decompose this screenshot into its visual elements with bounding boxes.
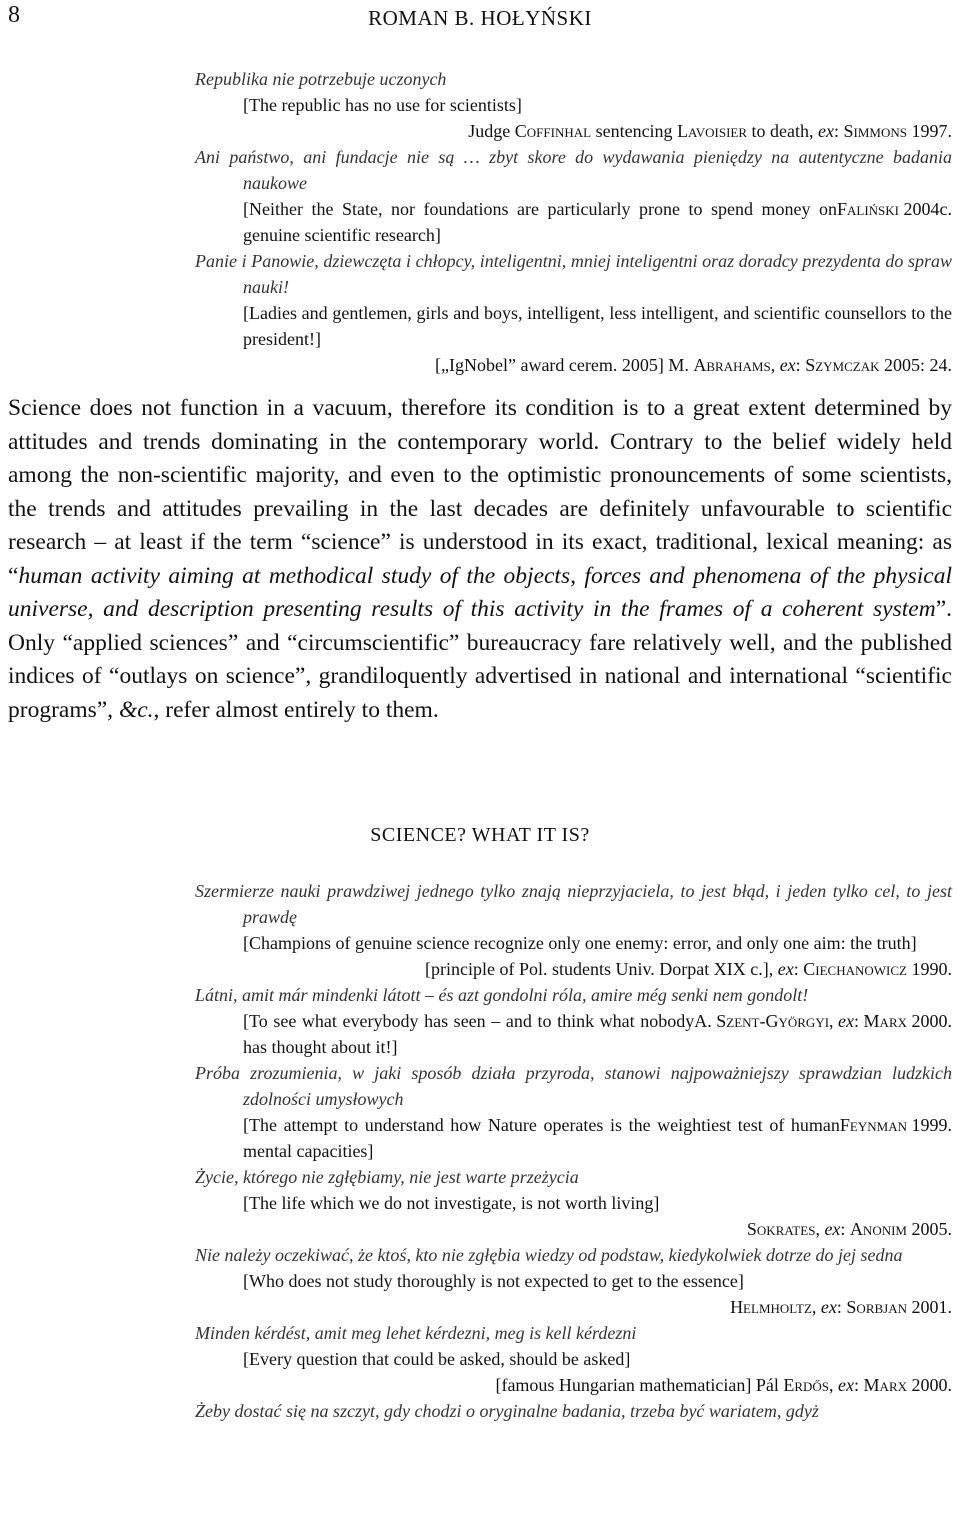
epigraph-translation: [The republic has no use for scientists] (243, 95, 522, 115)
epigraphs-top (195, 66, 952, 378)
epigraph-source: A. Szent-Györgyi, ex: Marx 2000. (694, 1011, 952, 1031)
epigraph (195, 66, 952, 144)
epigraph (195, 878, 952, 982)
epigraph (195, 248, 952, 378)
epigraph-original: Ani państwo, ani fundacje nie są … zbyt skore do wydawania pieniędzy na autentyczne badania naukowe (195, 147, 952, 193)
epigraph-translation: [Ladies and gentlemen, girls and boys, intelligent, less intelligent, and scientific counsellors to the president!] (243, 303, 952, 349)
epigraph (195, 1060, 952, 1164)
epigraph-original: Panie i Panowie, dziewczęta i chłopcy, inteligentni, mniej inteligentni oraz doradcy prezydenta do spraw nauki! (195, 251, 952, 297)
epigraph-source: Sokrates, ex: Anonim 2005. (746, 1219, 952, 1239)
epigraph-source: [principle of Pol. students Univ. Dorpat XIX c.], ex: Ciechanowicz 1990. (425, 959, 952, 979)
epigraph (195, 1164, 952, 1242)
epigraph (195, 144, 952, 248)
epigraph-source: [„IgNobel” award cerem. 2005] M. Abrahams, ex: Szymczak 2005: 24. (435, 355, 952, 375)
epigraph-translation: Faliński 2004c. [Neither the State, nor foundations are particularly prone to spend money on genuine scientific research] (195, 196, 952, 248)
epigraph-original: Szermierze nauki prawdziwej jednego tylko znają nieprzyjaciela, to jest błąd, i jeden tylko cel, to jest prawdę (195, 881, 952, 927)
epigraph-translation: [Champions of genuine science recognize only one enemy: error, and only one aim: the truth] (243, 933, 917, 953)
epigraph-translation: A. Szent-Györgyi, ex: Marx 2000. [To see what everybody has seen – and to think what nobody has thought about it!] (195, 1008, 952, 1060)
epigraph (195, 1320, 952, 1398)
epigraphs-bottom (195, 878, 952, 1424)
section-title: SCIENCE? WHAT IT IS? (370, 824, 590, 846)
body-paragraph: Science does not function in a vacuum, therefore its condition is to a great extent determined by attitudes and trends dominating in the contemporary world. Contrary to the belief widely held among the non-scientific majority, and even to the optimistic pronouncements of some scientists, the trends and attitudes prevailing in the last decades are definitely unfavourable to scientific research – at least if the term “science” is understood in its exact, traditional, lexical meaning: as “human activity aiming at methodical study of the objects, forces and phenomena of the physical universe, and description presenting results of this activity in the frames of a coherent system”. Only “applied sciences” and “circumscientific” bureaucracy fare relatively well, and the published indices of “outlays on science”, grandiloquently advertised in national and international “scientific programs”, &c., refer almost entirely to them. (8, 395, 952, 723)
epigraph-original: Minden kérdést, amit meg lehet kérdezni, meg is kell kérdezni (195, 1323, 637, 1343)
epigraph-translation: [The life which we do not investigate, is not worth living] (243, 1193, 660, 1213)
running-head: ROMAN B. HOŁYŃSKI (368, 6, 592, 30)
epigraph-original: Życie, którego nie zgłębiamy, nie jest warte przeżycia (195, 1167, 579, 1187)
page-number: 8 (8, 2, 20, 28)
epigraph-original: Republika nie potrzebuje uczonych (195, 69, 447, 89)
epigraph-source: Faliński 2004c. (836, 199, 952, 219)
epigraph-source: Feynman 1999. (839, 1115, 952, 1135)
epigraph-source: Judge Coffinhal sentencing Lavoisier to death, ex: Simmons 1997. (468, 121, 952, 141)
epigraph-translation: [Every question that could be asked, should be asked] (243, 1349, 631, 1369)
epigraph-original: Żeby dostać się na szczyt, gdy chodzi o oryginalne badania, trzeba być wariatem, gdyż (195, 1401, 819, 1421)
epigraph-translation: Feynman 1999. [The attempt to understand how Nature operates is the weightiest test of human mental capacities] (195, 1112, 952, 1164)
epigraph (195, 1242, 952, 1320)
epigraph-original: Látni, amit már mindenki látott – és azt gondolni róla, amire még senki nem gondolt! (195, 985, 809, 1005)
epigraph (195, 982, 952, 1060)
epigraph-source: [famous Hungarian mathematician] Pál Erdős, ex: Marx 2000. (495, 1375, 952, 1395)
epigraph-original: Nie należy oczekiwać, że ktoś, kto nie zgłębia wiedzy od podstaw, kiedykolwiek dotrze do jej sedna (195, 1245, 903, 1265)
epigraph-translation: [Who does not study thoroughly is not expected to get to the essence] (243, 1271, 744, 1291)
page-header (8, 2, 952, 36)
epigraph-original: Próba zrozumienia, w jaki sposób działa przyroda, stanowi najpoważniejszy sprawdzian ludzkich zdolności umysłowych (195, 1063, 952, 1109)
epigraph-source: Helmholtz, ex: Sorbjan 2001. (730, 1297, 952, 1317)
epigraph (195, 1398, 952, 1424)
